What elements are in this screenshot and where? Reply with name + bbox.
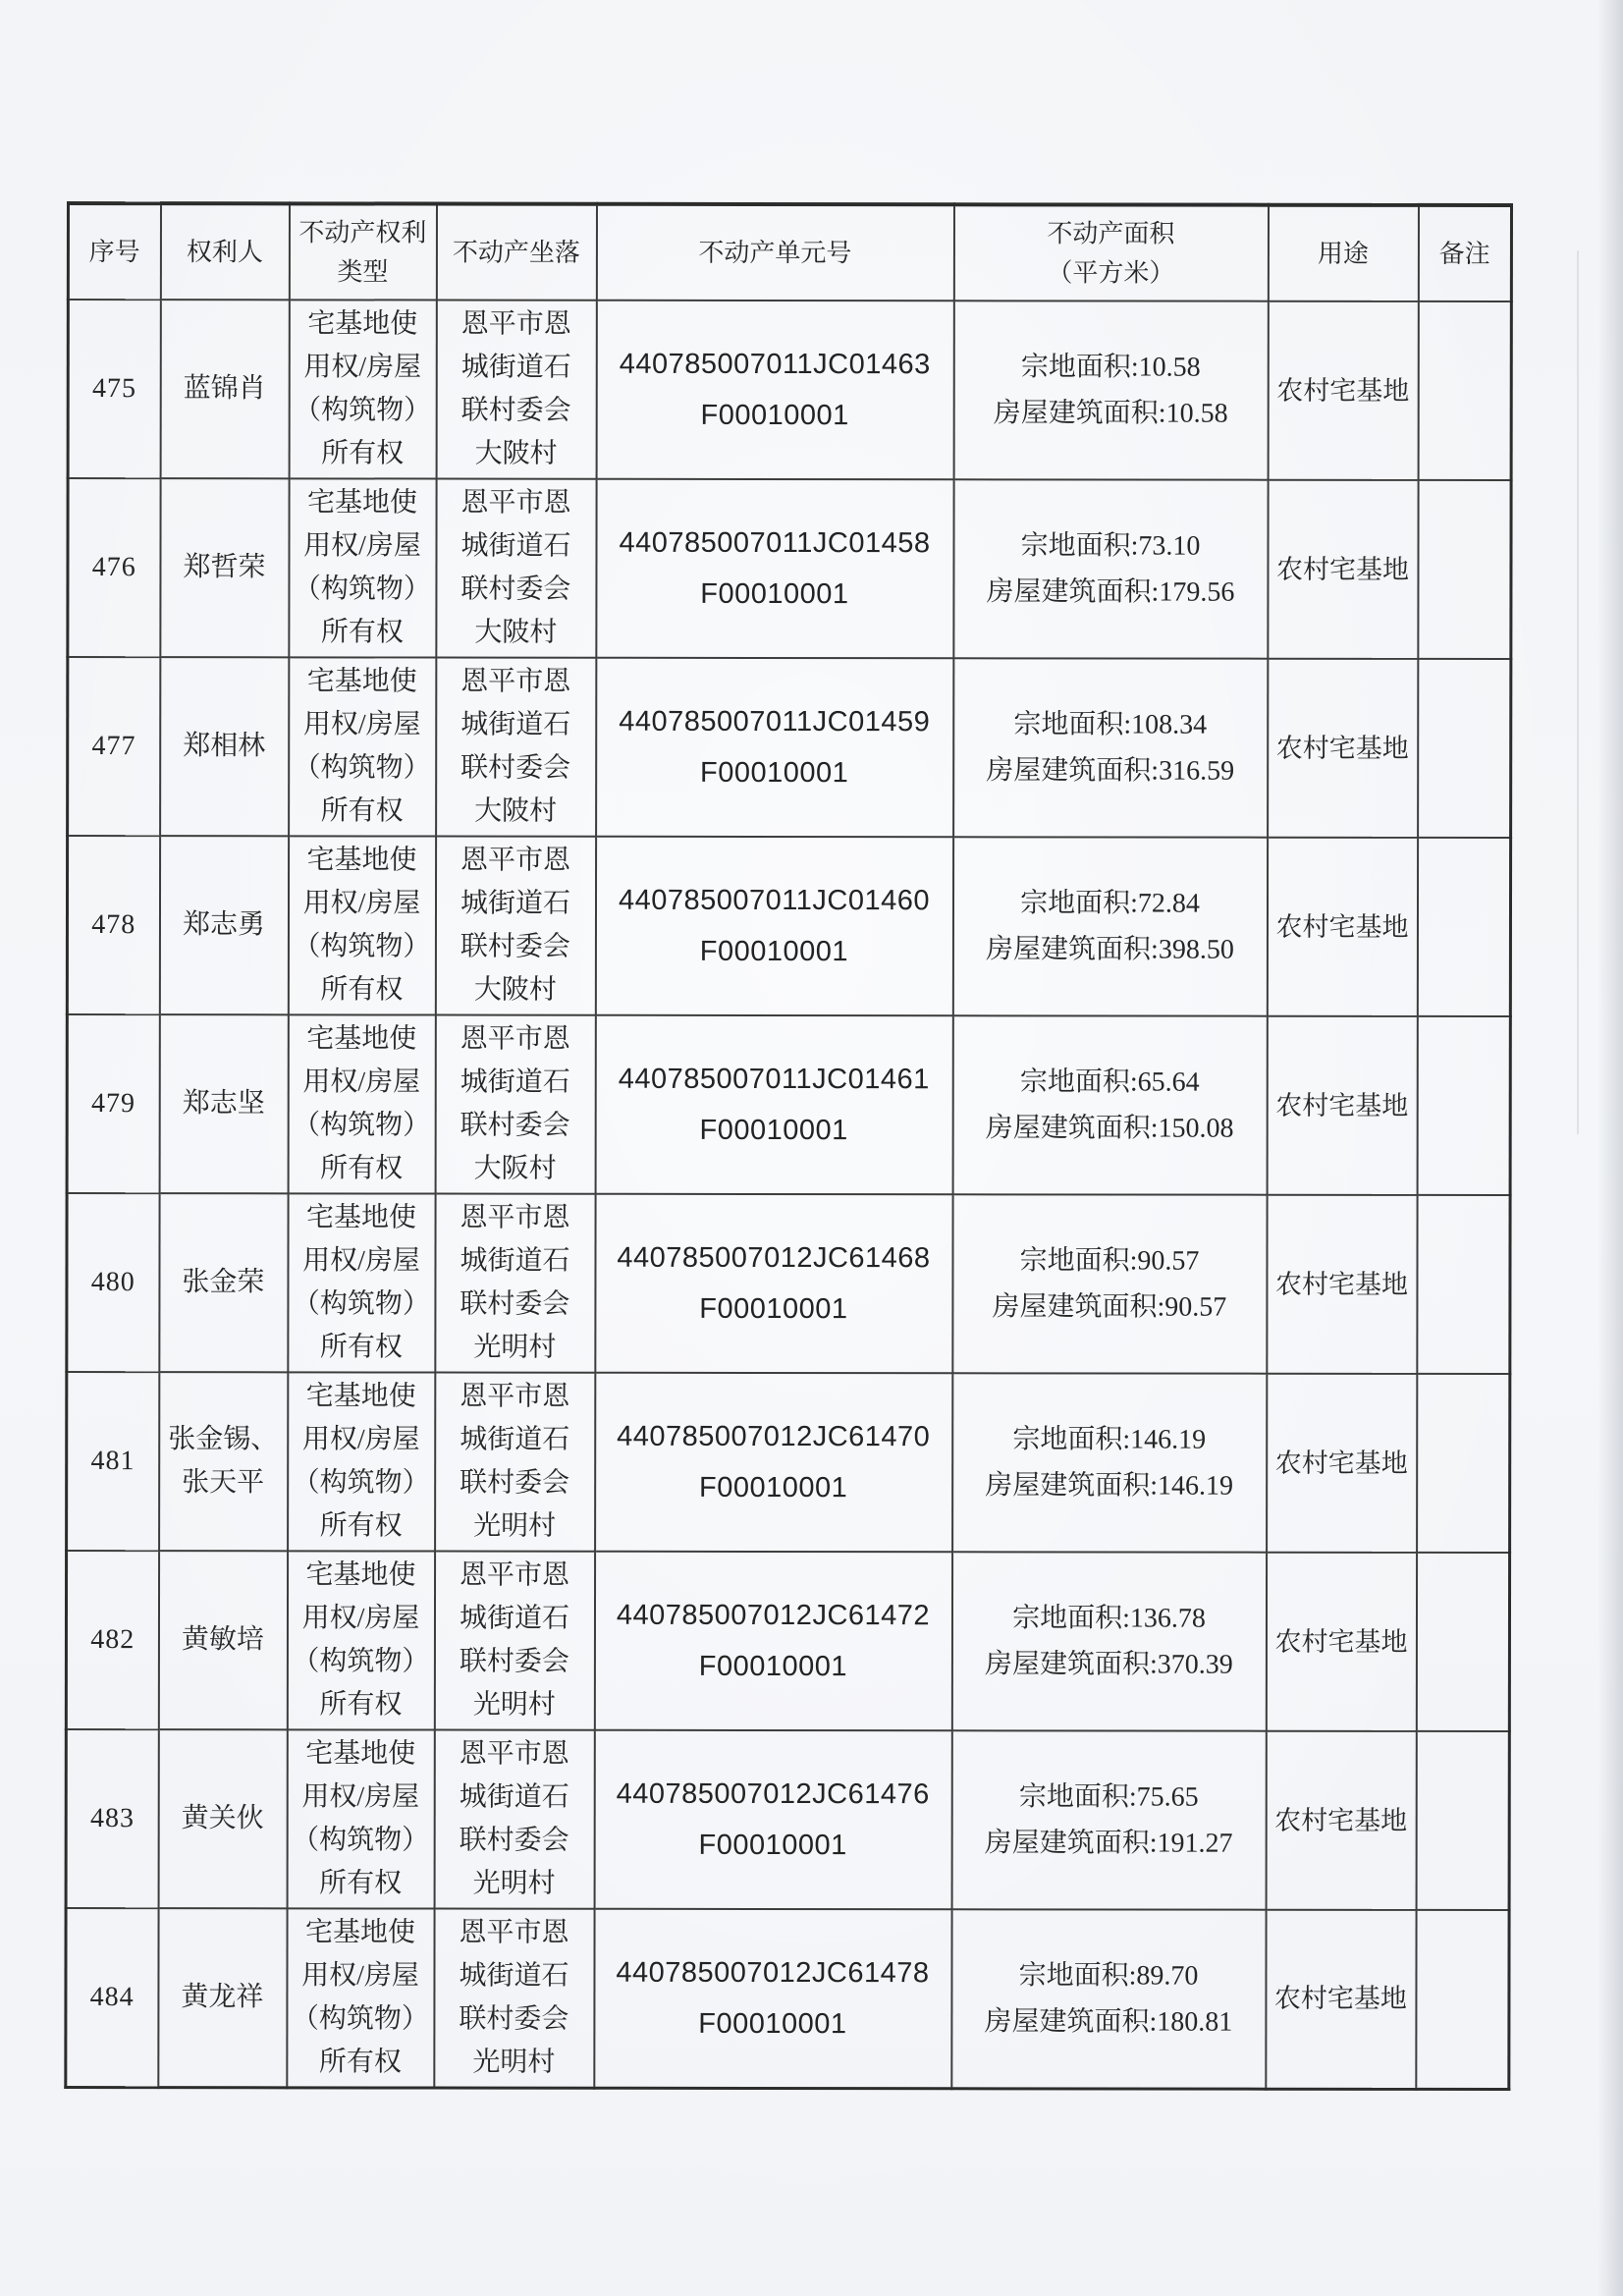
cell-area: 宗地面积:146.19 房屋建筑面积:146.19 [952, 1373, 1267, 1552]
cell-right-holder: 黄敏培 [158, 1551, 287, 1729]
cell-remark [1416, 1731, 1509, 1910]
table-row [66, 1729, 1509, 1910]
cell-unit-number: 440785007011JC01459 F00010001 [596, 658, 953, 838]
cell-serial-number: 481 [67, 1372, 159, 1551]
cell-right-holder: 郑志勇 [159, 836, 288, 1014]
cell-usage: 农村宅基地 [1267, 838, 1417, 1016]
cell-location: 恩平市恩 城街道石 联村委会 大陂村 [436, 658, 596, 837]
table-row [67, 836, 1510, 1016]
cell-unit-number: 440785007012JC61472 F00010001 [594, 1552, 951, 1731]
cell-right-holder: 张金锡、 张天平 [159, 1372, 288, 1551]
cell-usage: 农村宅基地 [1267, 1016, 1417, 1195]
cell-right-type: 宅基地使 用权/房屋 （构筑物） 所有权 [289, 657, 436, 836]
cell-right-holder: 张金荣 [159, 1193, 288, 1372]
table-row [68, 300, 1511, 480]
cell-serial-number: 483 [66, 1729, 158, 1908]
cell-unit-number: 440785007011JC01460 F00010001 [595, 837, 952, 1016]
cell-area: 宗地面积:10.58 房屋建筑面积:10.58 [953, 301, 1268, 479]
cell-location: 恩平市恩 城街道石 联村委会 大陂村 [436, 479, 596, 658]
cell-area: 宗地面积:136.78 房屋建筑面积:370.39 [951, 1552, 1266, 1730]
table-row [67, 1372, 1510, 1553]
cell-right-holder: 黄龙祥 [158, 1908, 287, 2087]
cell-remark [1417, 1195, 1510, 1374]
cell-location: 恩平市恩 城街道石 联村委会 光明村 [434, 1552, 594, 1730]
cell-right-type: 宅基地使 用权/房屋 （构筑物） 所有权 [288, 836, 435, 1014]
cell-remark [1418, 301, 1511, 480]
cell-area: 宗地面积:65.64 房屋建筑面积:150.08 [952, 1015, 1267, 1194]
cell-area: 宗地面积:73.10 房屋建筑面积:179.56 [953, 479, 1268, 658]
cell-unit-number: 440785007011JC01461 F00010001 [595, 1015, 952, 1195]
cell-remark [1416, 1910, 1509, 2089]
table-row [66, 1908, 1509, 2089]
table-row [66, 1551, 1509, 1731]
header-location: 不动产坐落 [436, 204, 596, 301]
cell-unit-number: 440785007012JC61478 F00010001 [594, 1909, 951, 2089]
cell-area: 宗地面积:89.70 房屋建筑面积:180.81 [951, 1909, 1266, 2088]
header-remark: 备注 [1418, 205, 1511, 301]
cell-usage: 农村宅基地 [1266, 1553, 1416, 1731]
cell-right-type: 宅基地使 用权/房屋 （构筑物） 所有权 [288, 1372, 435, 1551]
cell-usage: 农村宅基地 [1268, 659, 1418, 838]
cell-remark [1416, 1553, 1509, 1731]
cell-unit-number: 440785007011JC01463 F00010001 [596, 301, 953, 480]
cell-serial-number: 477 [68, 657, 160, 836]
cell-right-type: 宅基地使 用权/房屋 （构筑物） 所有权 [289, 300, 436, 478]
header-right-holder: 权利人 [160, 203, 289, 300]
cell-remark [1417, 838, 1510, 1016]
cell-right-type: 宅基地使 用权/房屋 （构筑物） 所有权 [287, 1908, 434, 2087]
scan-streak-artifact [1577, 250, 1579, 1134]
cell-serial-number: 479 [67, 1014, 159, 1193]
cell-remark [1418, 480, 1511, 659]
cell-location: 恩平市恩 城街道石 联村委会 光明村 [434, 1909, 594, 2088]
cell-location: 恩平市恩 城街道石 联村委会 光明村 [435, 1194, 595, 1373]
header-unit-number: 不动产单元号 [596, 204, 953, 301]
cell-unit-number: 440785007012JC61470 F00010001 [595, 1373, 952, 1553]
cell-right-holder: 黄关伙 [158, 1729, 287, 1908]
table-row [67, 1014, 1510, 1195]
table-header-row [68, 203, 1511, 301]
paper-edge-shadow [1597, 0, 1623, 2296]
cell-location: 恩平市恩 城街道石 联村委会 大阪村 [435, 1015, 595, 1194]
cell-right-type: 宅基地使 用权/房屋 （构筑物） 所有权 [287, 1551, 434, 1729]
cell-unit-number: 440785007011JC01458 F00010001 [596, 479, 953, 659]
cell-location: 恩平市恩 城街道石 联村委会 大陂村 [435, 837, 595, 1015]
table-row [68, 478, 1511, 659]
cell-remark [1417, 1016, 1510, 1195]
cell-right-type: 宅基地使 用权/房屋 （构筑物） 所有权 [288, 1014, 435, 1193]
table-row [67, 1193, 1510, 1374]
cell-area: 宗地面积:90.57 房屋建筑面积:90.57 [952, 1194, 1267, 1373]
cell-right-type: 宅基地使 用权/房屋 （构筑物） 所有权 [289, 478, 436, 657]
cell-right-holder: 郑哲荣 [160, 478, 289, 657]
cell-serial-number: 478 [67, 836, 159, 1014]
header-serial-number: 序号 [68, 203, 160, 300]
cell-right-holder: 郑相林 [160, 657, 289, 836]
cell-usage: 农村宅基地 [1267, 1195, 1417, 1374]
cell-area: 宗地面积:72.84 房屋建筑面积:398.50 [952, 837, 1267, 1015]
header-right-type: 不动产权利 类型 [289, 203, 436, 300]
cell-usage: 农村宅基地 [1268, 301, 1418, 480]
property-registry-table [64, 201, 1513, 2091]
cell-remark [1417, 1374, 1510, 1553]
cell-right-holder: 郑志坚 [159, 1014, 288, 1193]
table-row [68, 657, 1511, 838]
cell-area: 宗地面积:108.34 房屋建筑面积:316.59 [953, 658, 1268, 837]
cell-location: 恩平市恩 城街道石 联村委会 光明村 [435, 1373, 595, 1552]
cell-usage: 农村宅基地 [1266, 1910, 1416, 2089]
cell-usage: 农村宅基地 [1268, 480, 1418, 659]
cell-serial-number: 482 [66, 1551, 158, 1729]
cell-usage: 农村宅基地 [1266, 1731, 1416, 1910]
cell-area: 宗地面积:75.65 房屋建筑面积:191.27 [951, 1730, 1266, 1909]
cell-serial-number: 475 [68, 300, 160, 478]
cell-location: 恩平市恩 城街道石 联村委会 大陂村 [436, 301, 596, 479]
cell-unit-number: 440785007012JC61476 F00010001 [594, 1730, 951, 1910]
cell-right-holder: 蓝锦肖 [160, 300, 289, 478]
cell-serial-number: 476 [68, 478, 160, 657]
cell-remark [1418, 659, 1511, 838]
header-usage: 用途 [1268, 205, 1418, 301]
cell-serial-number: 484 [66, 1908, 158, 2087]
header-area: 不动产面积 （平方米） [953, 204, 1268, 301]
cell-serial-number: 480 [67, 1193, 159, 1372]
cell-usage: 农村宅基地 [1267, 1374, 1417, 1553]
table-body [66, 300, 1512, 2089]
cell-location: 恩平市恩 城街道石 联村委会 光明村 [434, 1730, 594, 1909]
cell-right-type: 宅基地使 用权/房屋 （构筑物） 所有权 [287, 1729, 434, 1908]
cell-unit-number: 440785007012JC61468 F00010001 [595, 1194, 952, 1374]
cell-right-type: 宅基地使 用权/房屋 （构筑物） 所有权 [288, 1193, 435, 1372]
